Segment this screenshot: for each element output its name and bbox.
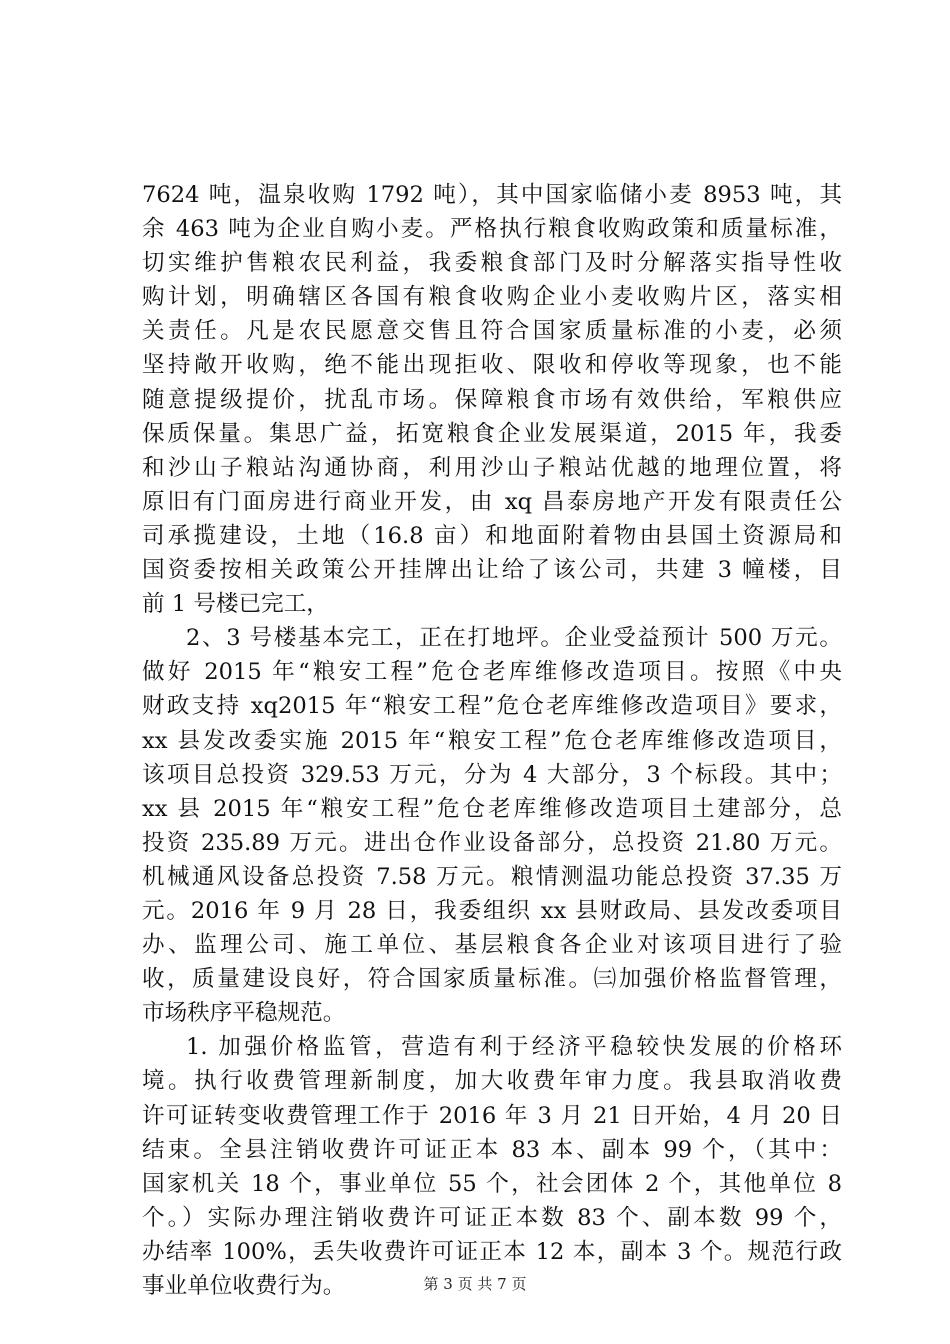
text-line: 该项目总投资 329.53 万元，分为 4 大部分，3 个标段。其中； <box>142 761 842 788</box>
text-line: 随意提级提价，扰乱市场。保障粮食市场有效供给，军粮供应 <box>142 386 842 413</box>
text-line: 个。）实际办理注销收费许可证正本数 83 个、副本数 99 个， <box>142 1204 842 1231</box>
text-line: 前 1 号楼已完工， <box>142 591 329 618</box>
text-line: 境。执行收费管理新制度，加大收费年审力度。我县取消收费 <box>142 1068 842 1095</box>
text-line: 保质保量。集思广益，拓宽粮食企业发展渠道，2015 年，我委 <box>142 420 842 447</box>
text-line: 国家机关 18 个，事业单位 55 个，社会团体 2 个，其他单位 8 <box>142 1170 842 1197</box>
text-line: 做好 2015 年“粮安工程”危仓老库维修改造项目。按照《中央 <box>142 659 842 686</box>
text-line: 购计划，明确辖区各国有粮食收购企业小麦收购片区，落实相 <box>142 284 842 311</box>
text-line: 原旧有门面房进行商业开发，由 xq 昌泰房地产开发有限责任公 <box>142 488 842 515</box>
text-line: 1. 加强价格监管，营造有利于经济平稳较快发展的价格环 <box>186 1034 842 1061</box>
text-line: 收，质量建设良好，符合国家质量标准。㈢加强价格监督管理， <box>142 966 842 993</box>
text-line: 2、3 号楼基本完工，正在打地坪。企业受益预计 500 万元。 <box>186 625 842 652</box>
text-line: 和沙山子粮站沟通协商，利用沙山子粮站优越的地理位置，将 <box>142 454 842 481</box>
text-line: 元。2016 年 9 月 28 日，我委组织 xx 县财政局、县发改委项目 <box>142 897 842 924</box>
text-line: 切实维护售粮农民利益，我委粮食部门及时分解落实指导性收 <box>142 250 842 277</box>
text-line: 机械通风设备总投资 7.58 万元。粮情测温功能总投资 37.35 万 <box>142 863 842 890</box>
text-line: 国资委按相关政策公开挂牌出让给了该公司，共建 3 幢楼，目 <box>142 557 842 584</box>
text-line: xx 县 2015 年“粮安工程”危仓老库维修改造项目土建部分，总 <box>142 795 842 822</box>
text-line: 7624 吨，温泉收购 1792 吨），其中国家临储小麦 8953 吨，其 <box>142 182 842 208</box>
body-text <box>142 178 842 1303</box>
page-number-footer: 第 3 页 共 7 页 <box>423 1275 527 1293</box>
text-line: xx 县发改委实施 2015 年“粮安工程”危仓老库维修改造项目， <box>142 727 842 754</box>
text-line: 司承揽建设，土地（16.8 亩）和地面附着物由县国土资源局和 <box>142 522 842 549</box>
text-line: 关责任。凡是农民愿意交售且符合国家质量标准的小麦，必须 <box>142 318 842 345</box>
text-line: 办结率 100%，丢失收费许可证正本 12 本，副本 3 个。规范行政 <box>142 1238 842 1265</box>
text-line: 坚持敞开收购，绝不能出现拒收、限收和停收等现象，也不能 <box>142 352 842 379</box>
text-line: 财政支持 xq2015 年“粮安工程”危仓老库维修改造项目》要求， <box>142 693 842 720</box>
text-line: 余 463 吨为企业自购小麦。严格执行粮食收购政策和质量标准， <box>142 216 842 243</box>
text-line: 许可证转变收费管理工作于 2016 年 3 月 21 日开始，4 月 20 日 <box>142 1102 842 1129</box>
text-line: 事业单位收费行为。 <box>142 1273 346 1299</box>
text-line: 办、监理公司、施工单位、基层粮食各企业对该项目进行了验 <box>142 932 842 959</box>
text-line: 投资 235.89 万元。进出仓作业设备部分，总投资 21.80 万元。 <box>142 829 842 856</box>
text-line: 结束。全县注销收费许可证正本 83 本、副本 99 个，（其中： <box>142 1136 842 1163</box>
text-line: 市场秩序平稳规范。 <box>142 1000 346 1027</box>
